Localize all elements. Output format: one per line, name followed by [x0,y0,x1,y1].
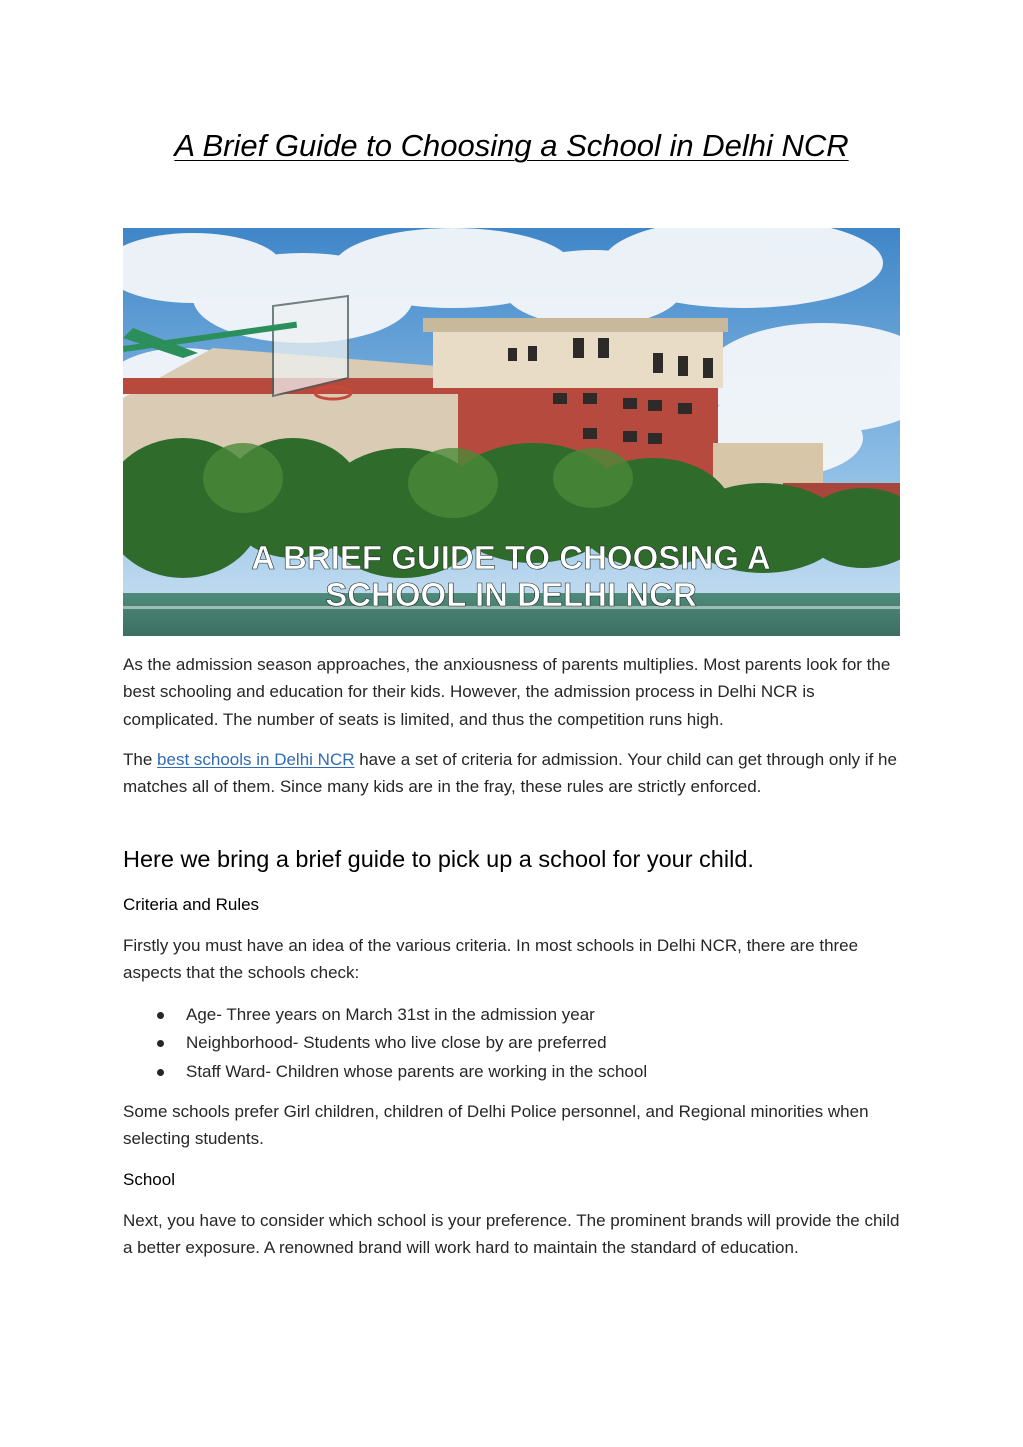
list-item: Neighborhood- Students who live close by are preferred [123,1029,903,1057]
criteria-paragraph-block [123,746,903,801]
criteria-list [123,1001,903,1086]
criteria-paragraph [123,746,903,801]
criteria-heading: Criteria and Rules [123,895,260,914]
school-heading: School [123,1170,175,1189]
intro-paragraph-block [123,651,903,733]
hero-image [123,228,900,636]
criteria-intro-block [123,932,903,987]
section-heading: Here we bring a brief guide to pick up a school for your child. [123,846,754,872]
bullet-icon [157,1040,164,1047]
intro-paragraph: As the admission season approaches, the anxiousness of parents multiplies. Most parents look for the best schooling and education for their kids. However, the admission process in Delhi NCR is complicated. The number of seats is limited, and thus the competition runs high. [123,655,891,729]
preferences-block [123,1098,903,1153]
hero-overlay-line1: A BRIEF GUIDE TO CHOOSING A [251,539,771,576]
school-paragraph: Next, you have to consider which school is your preference. The prominent brands will provide the child a better exposure. A renowned brand will work hard to maintain the standard of education. [123,1211,900,1258]
bullet-icon [157,1012,164,1019]
best-schools-link[interactable]: best schools in Delhi NCR [157,750,355,769]
list-item: Age- Three years on March 31st in the admission year [123,1001,903,1029]
page-title: A Brief Guide to Choosing a School in Delhi NCR [174,128,849,163]
criteria-intro: Firstly you must have an idea of the various criteria. In most schools in Delhi NCR, there are three aspects that the schools check: [123,936,859,983]
hero-overlay-line2: SCHOOL IN DELHI NCR [325,576,697,613]
criteria-text-before: The [123,750,158,769]
criteria-text-after: have a set of criteria for admission. Your child can get through only if he matches all of them. Since many kids are in the fray, these rules are strictly enforced. [123,750,897,797]
preferences-paragraph: Some schools prefer Girl children, children of Delhi Police personnel, and Regional minorities when selecting students. [123,1102,869,1149]
list-item: Staff Ward- Children whose parents are working in the school [123,1058,903,1086]
school-paragraph-block [123,1207,903,1262]
bullet-icon [157,1069,164,1076]
